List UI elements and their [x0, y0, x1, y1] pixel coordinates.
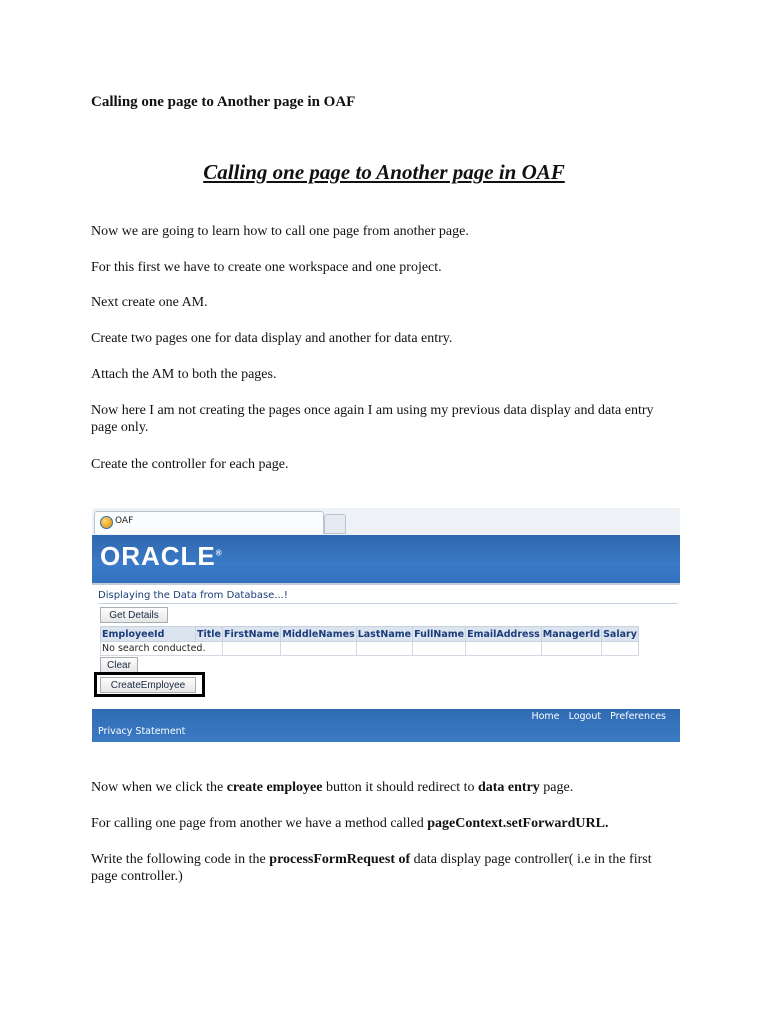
app-screenshot	[92, 508, 680, 742]
paragraph: For calling one page from another we have a method called pageContext.setForwardURL.	[91, 816, 609, 831]
browser-tab-label: OAF	[115, 516, 134, 526]
employee-table	[100, 626, 639, 656]
browser-tab-bar	[92, 508, 680, 536]
empty-message: No search conducted.	[101, 642, 223, 656]
create-employee-button[interactable]: CreateEmployee	[100, 677, 196, 693]
browser-globe-icon	[100, 516, 113, 529]
paragraph: For this first we have to create one workspace and one project.	[91, 260, 442, 275]
paragraph: Now here I am not creating the pages once again I am using my previous data display and data entry page only.	[91, 403, 654, 435]
highlight-box	[94, 672, 205, 697]
footer-links	[525, 711, 666, 722]
clear-button[interactable]: Clear	[100, 657, 138, 673]
divider	[92, 583, 680, 585]
browser-tab[interactable]	[94, 511, 324, 534]
privacy-statement-link[interactable]: Privacy Statement	[98, 726, 186, 737]
table-cell	[413, 642, 466, 656]
paragraph: Next create one AM.	[91, 295, 208, 310]
preferences-link[interactable]: Preferences	[610, 711, 666, 722]
column-header-lastname[interactable]: LastName	[357, 628, 412, 640]
column-header-employeeid[interactable]: EmployeeId	[101, 627, 196, 642]
home-link[interactable]: Home	[531, 711, 560, 722]
section-title: Displaying the Data from Database...!	[98, 590, 288, 601]
column-header-emailaddress[interactable]: EmailAddress	[467, 628, 540, 640]
get-details-button[interactable]: Get Details	[100, 607, 168, 623]
table-cell	[602, 642, 639, 656]
table-cell	[356, 642, 412, 656]
column-header-managerid[interactable]: ManagerId	[542, 628, 601, 640]
column-header-fullname[interactable]: FullName	[414, 628, 465, 640]
column-header-middlenames[interactable]: MiddleNames	[282, 628, 355, 640]
paragraph: Now when we click the create employee button it should redirect to data entry page.	[91, 780, 574, 795]
table-cell	[222, 642, 280, 656]
new-tab-button[interactable]	[324, 514, 346, 534]
paragraph: Attach the AM to both the pages.	[91, 367, 277, 382]
table-cell	[466, 642, 542, 656]
paragraph: Create the controller for each page.	[91, 457, 289, 472]
logout-link[interactable]: Logout	[568, 711, 602, 722]
divider	[98, 603, 678, 604]
column-header-firstname[interactable]: FirstName	[223, 628, 280, 640]
paragraph: Create two pages one for data display and another for data entry.	[91, 331, 453, 346]
brand-bar	[92, 535, 680, 583]
table-cell	[281, 642, 356, 656]
table-cell	[541, 642, 601, 656]
document-heading: Calling one page to Another page in OAF	[91, 94, 356, 110]
table-header-row	[101, 627, 639, 642]
oracle-logo: ORACLE®	[100, 541, 223, 571]
column-header-title[interactable]: Title	[197, 628, 221, 640]
column-header-salary[interactable]: Salary	[603, 628, 637, 640]
table-row	[101, 642, 639, 656]
paragraph: Now we are going to learn how to call one page from another page.	[91, 224, 469, 239]
document-title: Calling one page to Another page in OAF	[203, 160, 565, 184]
paragraph: Write the following code in the processFormRequest of data display page controller( i.e in the first page controller.)	[91, 852, 652, 884]
page-footer	[92, 709, 680, 742]
